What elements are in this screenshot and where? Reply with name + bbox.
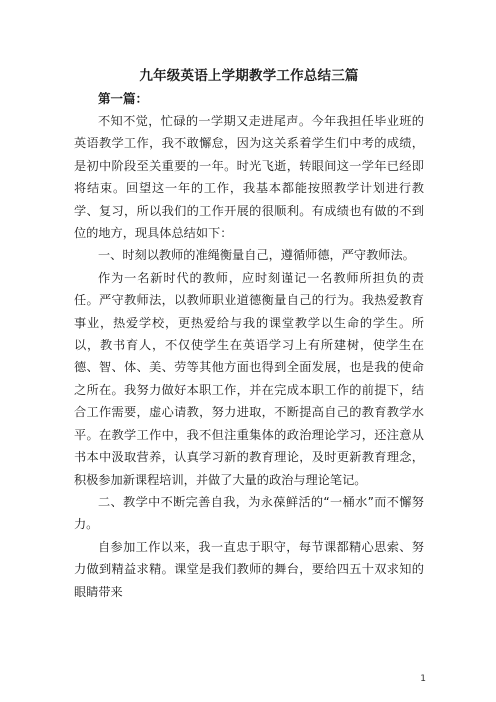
paragraph-intro: 不知不觉，忙碌的一学期又走进尾声。今年我担任毕业班的英语教学工作，我不敢懈怠，因为这关系着学生们中考的成绩，是初中阶段至关重要的一年。时光飞逝，转眼间这一学年已经即将结束。回望这一年的工作，我基本都能按照教学计划进行教学、复习，所以我们的工作开展的很顺利。有成绩也有做的不到位的地方，现具体总结如下： (74, 114, 424, 241)
paragraph-point-one-body: 作为一名新时代的教师，应时刻谨记一名教师所担负的责任。严守教师法，以教师职业道德衡量自己的行为。我热爱教育事业，热爱学校，更热爱给与我的课堂教学以生命的学生。所以，教书育人，不仅使学生在英语学习上有所建树，使学生在德、智、体、美、劳等其他方面也得到全面发展，也是我的使命之所在。我努力做好本职工作，并在完成本职工作的前提下，结合工作需要，虚心请教，努力进取，不断提高自己的教育教学水平。在教学工作中，我不但注重集体的政治理论学习，还注意从书本中汲取营养，认真学习新的教育理论，及时更新教育理念，积极参加新课程培训，并做了大量的政治与理论笔记。 (74, 270, 424, 487)
paragraph-point-two-heading: 二、教学中不断完善自我，为永葆鲜活的“一桶水”而不懈努力。 (74, 494, 424, 532)
document-title: 九年级英语上学期教学工作总结三篇 (139, 68, 359, 84)
paragraph-point-one-heading: 一、时刻以教师的准绳衡量自己，遵循师德，严守教师法。 (98, 248, 415, 263)
section-heading: 第一篇： (98, 91, 149, 106)
page-number: 1 (420, 674, 426, 684)
paragraph-point-two-body: 自参加工作以来，我一直忠于职守，每节课都精心思索、努力做到精益求精。课堂是我们教师的舞台，要给四五十双求知的眼睛带来 (74, 539, 424, 599)
